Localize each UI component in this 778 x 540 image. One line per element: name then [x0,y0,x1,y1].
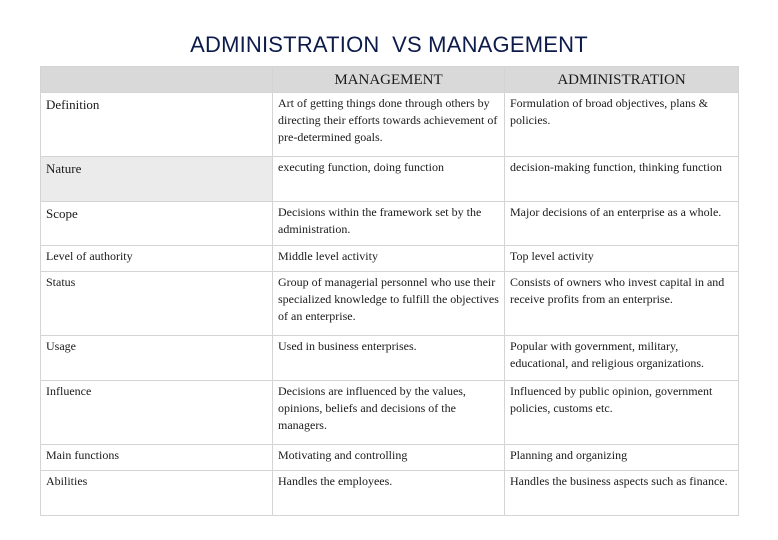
row-label: Level of authority [41,246,273,272]
table-row [41,445,739,471]
administration-cell: Major decisions of an enterprise as a whole. [505,202,739,246]
management-cell: Handles the employees. [273,471,505,516]
row-label: Definition [41,93,273,157]
row-label: Nature [41,157,273,202]
table-row [41,381,739,445]
management-cell: Middle level activity [273,246,505,272]
header-empty [41,67,273,93]
administration-cell: decision-making function, thinking function [505,157,739,202]
administration-cell: Planning and organizing [505,445,739,471]
administration-cell: Top level activity [505,246,739,272]
administration-cell: Popular with government, military, educational, and religious organizations. [505,336,739,381]
management-cell: Decisions within the framework set by the administration. [273,202,505,246]
row-label: Usage [41,336,273,381]
table-row [41,471,739,516]
management-cell: Motivating and controlling [273,445,505,471]
page-title: ADMINISTRATION VS MANAGEMENT [190,32,588,57]
table-header-row [41,67,739,93]
table-row [41,336,739,381]
administration-cell: Consists of owners who invest capital in and receive profits from an enterprise. [505,272,739,336]
management-cell: Used in business enterprises. [273,336,505,381]
table-row [41,157,739,202]
administration-cell: Formulation of broad objectives, plans & policies. [505,93,739,157]
row-label: Status [41,272,273,336]
header-management: MANAGEMENT [273,67,505,93]
row-label: Scope [41,202,273,246]
row-label: Abilities [41,471,273,516]
management-cell: Group of managerial personnel who use their specialized knowledge to fulfill the objectives of an enterprise. [273,272,505,336]
table-row [41,202,739,246]
table-row [41,93,739,157]
table-row [41,246,739,272]
management-cell: Art of getting things done through others by directing their efforts towards achievement of pre-determined goals. [273,93,505,157]
row-label: Influence [41,381,273,445]
header-administration: ADMINISTRATION [505,67,739,93]
table-row [41,272,739,336]
comparison-table [40,66,739,516]
administration-cell: Handles the business aspects such as finance. [505,471,739,516]
row-label: Main functions [41,445,273,471]
management-cell: executing function, doing function [273,157,505,202]
administration-cell: Influenced by public opinion, government policies, customs etc. [505,381,739,445]
management-cell: Decisions are influenced by the values, opinions, beliefs and decisions of the managers. [273,381,505,445]
